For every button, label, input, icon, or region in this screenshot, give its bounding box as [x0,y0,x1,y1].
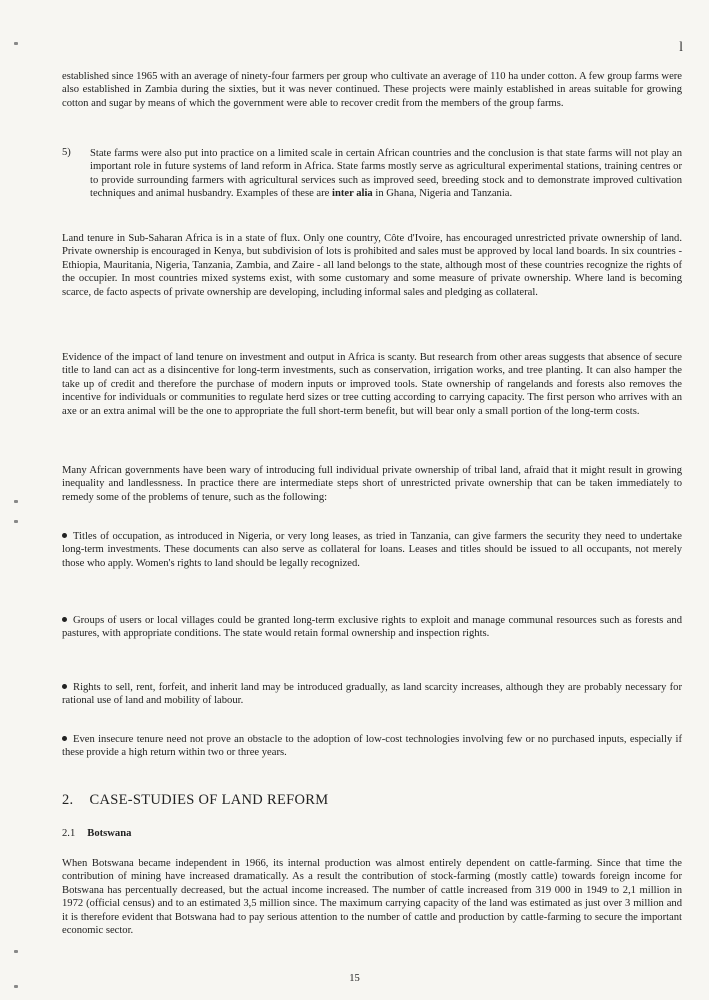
paragraph-evidence: Evidence of the impact of land tenure on investment and output in Africa is scanty. But research from other areas suggests that absence of secure title to land can act as a disincentive for long-term investments, such as conservation, irrigation works, and tree planting. It can also hamper the take up of credit and therefore the purchase of modern inputs or improved tools. State ownership of rangelands and forests also removes the incentive for individuals or communities to regulate herd sizes or tree cutting according to carrying capacity. The first person who arrives with an axe or an extra animal will be the one to appropriate the full short-term benefit, but will bear only a small portion of the long-term costs. [62,352,682,417]
margin-mark [14,950,18,953]
margin-mark [14,500,18,503]
item-number: 5) [62,147,71,158]
bullet-icon [62,684,67,689]
paragraph-land-tenure: Land tenure in Sub-Saharan Africa is in a state of flux. Only one country, Côte d'Ivoire, has encouraged unrestricted private ownership of land. Private ownership is encouraged in Kenya, but subdivision of lots is prohibited and sales must be approved by local land boards. In six countries - Ethiopia, Mauritania, Nigeria, Tanzania, Zambia, and Zaire - all land belongs to the state, although most of these countries recognize the rights of the occupier. In most countries mixed systems exist, with some customary and some measure of private ownership. Where land is becoming scarce, de facto aspects of private ownership are developing, including informal sales and pledging as collateral. [62,233,682,298]
paragraph-botswana: When Botswana became independent in 1966, its internal production was almost entirely dependent on cattle-farming. Since that time the contribution of mining have increased dramatically. As a result the contribution of stock-farming (mostly cattle) towards foreign income for Botswana has percentually decreased, but the actual income increased. The number of cattle increased from 319 000 in 1949 to 2,1 million in 1972 (official census) and to an estimated 3,5 million since. The maximum carrying capacity of the land was estimated as just over 3 million and it is therefore evident that Botswana had to pay serious attention to the number of cattle and production by cattle-farming to secure the important economic sector. [62,858,682,937]
inter-alia-emphasis: inter alia [332,188,373,200]
bullet-icon [62,617,67,622]
item-text: State farms were also put into practice on a limited scale in certain African countries and the conclusion is that state farms will not play an important role in future systems of land reform in Africa. State farms mostly serve as agricultural experimental stations, training centres or to provide surrounding farmers with agricultural services such as improved seed, breeding stock and to demonstrate improved cultivation techniques and animal husbandry. Examples of these are inter alia in Ghana, Nigeria and Tanzania. [90,148,682,200]
bullet-icon [62,533,67,538]
margin-mark [14,985,18,988]
bullet-icon [62,736,67,741]
bullet-item: Groups of users or local villages could be granted long-term exclusive rights to exploit and manage communal resources such as forests and pastures, with appropriate conditions. The state would retain formal ownership and inspection rights. [62,615,682,640]
subsection-heading: 2.1 Botswana [62,828,132,839]
bullet-item: Rights to sell, rent, forfeit, and inherit land may be introduced gradually, as land scarcity increases, although they are probably necessary for rational use of land and mobility of labour. [62,682,682,707]
margin-mark [14,520,18,523]
bullet-item: Titles of occupation, as introduced in Nigeria, or very long leases, as tried in Tanzania, can give farmers the security they need to undertake long-term investments. These documents can also serve as collateral for loans. Leases and titles should be issued to all occupants, not merely those who apply. Women's rights to land should be legally recognized. [62,531,682,569]
page-number: 15 [349,973,360,984]
numbered-item-5 [62,147,682,201]
paragraph-continuation: established since 1965 with an average of ninety-four farmers per group who cultivate an average of 110 ha under cotton. A few group farms were also established in Zambia during the sixties, but it was never continued. These projects were mainly established in areas suitable for growing cotton and sugar by means of which the government were able to recover credit from the members of the group farms. [62,71,682,109]
paragraph-governments: Many African governments have been wary of introducing full individual private ownership of tribal land, afraid that it might result in growing inequality and landlessness. In practice there are intermediate steps short of unrestricted private ownership that can be taken immediately to remedy some of the problems of tenure, such as the following: [62,465,682,503]
corner-mark: l [679,40,683,55]
margin-mark [14,42,18,45]
section-heading: 2. CASE-STUDIES OF LAND REFORM [62,792,329,808]
bullet-item: Even insecure tenure need not prove an obstacle to the adoption of low-cost technologies involving few or no purchased inputs, especially if these provide a high return within two or three years. [62,734,682,759]
